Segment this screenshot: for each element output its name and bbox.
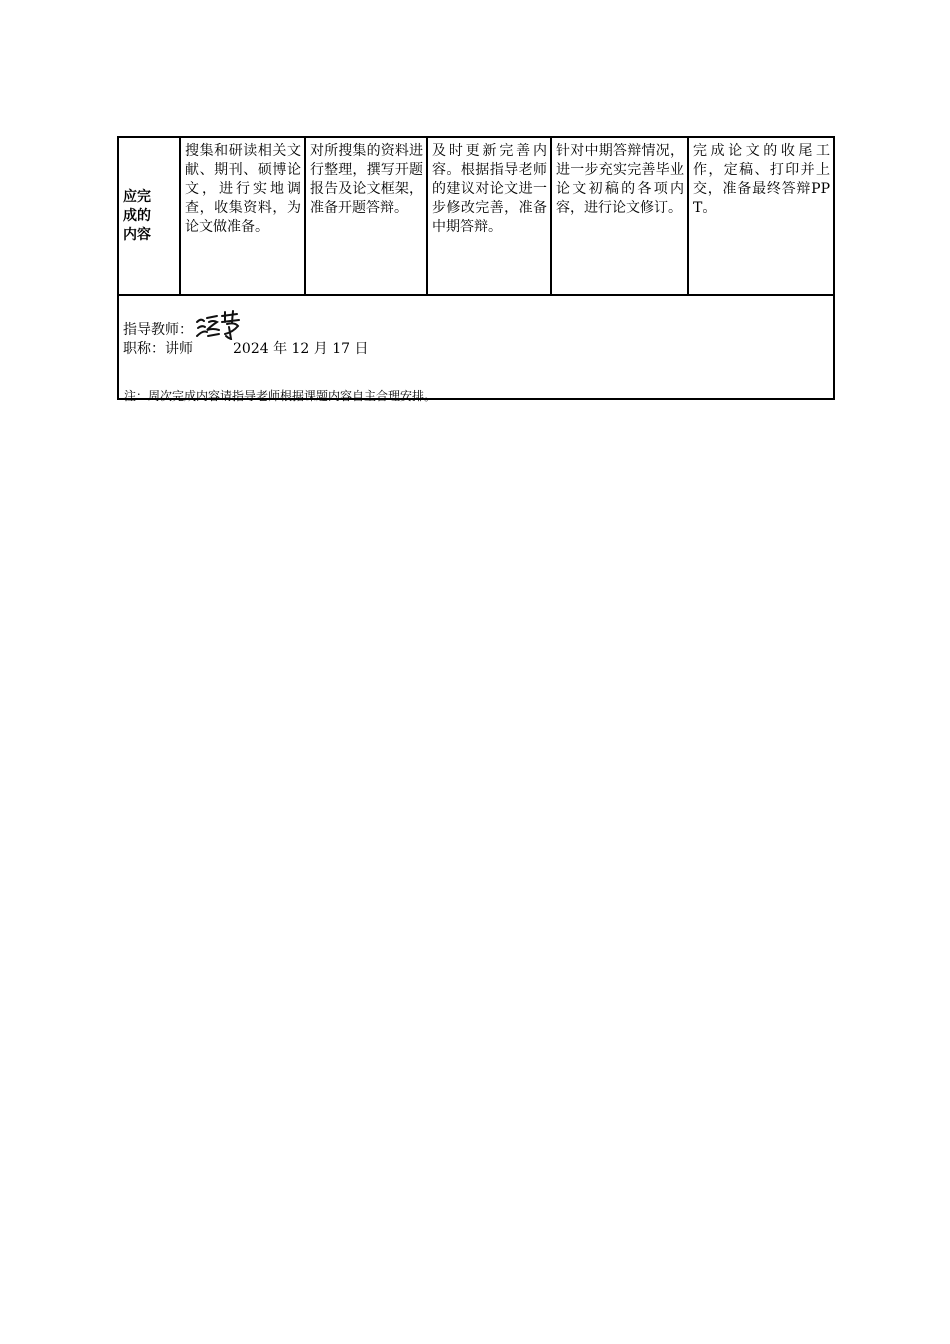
task-cell-5: 完成论文的收尾工作，定稿、打印并上交，准备最终答辩PPT。 — [688, 137, 834, 295]
signature-row — [118, 295, 834, 399]
footnote: 注：周次完成内容请指导老师根据课题内容自主合理安排。 — [124, 389, 437, 403]
task-cell-1: 搜集和研读相关文献、期刊、硕博论文，进行实地调查，收集资料，为论文做准备。 — [180, 137, 305, 295]
sign-date: 2024 年 12 月 17 日 — [233, 341, 369, 357]
signature-cell — [118, 295, 834, 399]
row-label-cell — [118, 137, 180, 295]
schedule-table — [117, 136, 835, 400]
title-label: 职称：讲师 — [123, 341, 193, 357]
row-label-line: 成的 — [123, 207, 151, 224]
handwritten-signature-icon — [195, 310, 243, 340]
task-cell-4: 针对中期答辩情况，进一步充实完善毕业论文初稿的各项内容，进行论文修订。 — [551, 137, 688, 295]
advisor-line — [123, 314, 829, 340]
content-row — [118, 137, 834, 295]
row-label-line: 应完 — [123, 188, 151, 205]
advisor-label: 指导教师： — [123, 322, 193, 338]
title-date-line — [123, 340, 829, 359]
task-cell-2: 对所搜集的资料进行整理，撰写开题报告及论文框架，准备开题答辩。 — [305, 137, 427, 295]
row-label-line: 内容 — [123, 226, 151, 243]
task-cell-3: 及时更新完善内容。根据指导老师的建议对论文进一步修改完善，准备中期答辩。 — [427, 137, 551, 295]
